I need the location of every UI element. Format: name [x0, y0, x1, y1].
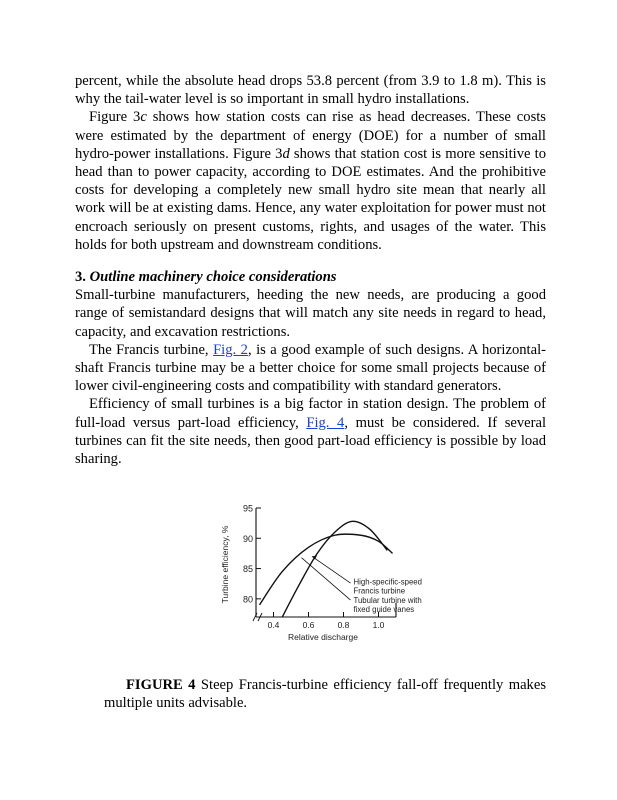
- y-tick-label: 90: [242, 533, 253, 544]
- chart-marks: [260, 521, 422, 617]
- y-axis-label: Turbine efficiency, %: [220, 525, 230, 604]
- section-number: 3.: [75, 269, 86, 286]
- section-title: Outline machinery choice considerations: [89, 269, 337, 286]
- figure-caption: [104, 676, 546, 712]
- y-tick-label: 80: [242, 594, 253, 605]
- x-tick-label: 0.6: [302, 620, 315, 630]
- fig-4-link[interactable]: Fig. 4: [306, 414, 345, 431]
- paragraph-tailwater: percent, while the absolute head drops 53.8 percent (from 3.9 to 1.8 m). This is why the tail-water level is so important in small hydro installations.: [75, 73, 546, 108]
- paragraph-station-costs: [75, 108, 546, 254]
- x-tick-label: 0.8: [337, 620, 350, 630]
- series-label-1-line1: High-specific-speed: [353, 577, 422, 587]
- text-run: Figure 3: [89, 109, 141, 126]
- series-label-2-line2: fixed guide vanes: [353, 605, 415, 615]
- series-leader-1: [312, 556, 351, 583]
- y-tick-label: 95: [242, 503, 253, 514]
- text-run: d: [282, 145, 290, 162]
- x-tick-label: 0.4: [267, 620, 280, 630]
- efficiency-chart: [216, 500, 422, 650]
- y-tick-label: 85: [242, 564, 253, 575]
- text-run: , is a good example of such designs. A horizontal-shaft Francis turbine may be a better choice for some small projects because of lower civil-engineering costs and compatibility with standard generators.: [75, 341, 546, 395]
- caption-text: Steep Francis-turbine efficiency fall-off frequently makes multiple units advisable.: [104, 677, 546, 712]
- text-run: Efficiency of small turbines is a big factor in station design. The problem of full-load versus part-load efficiency,: [75, 396, 546, 431]
- page-body: [75, 72, 546, 468]
- text-run: The Francis turbine,: [89, 341, 214, 358]
- text-run: c: [140, 109, 147, 126]
- series-label-1-line2: Francis turbine: [353, 586, 406, 596]
- text-run: shows that station cost is more sensitive to head than to power capacity, according to DOE estimates. And the prohibitive costs for developing a completely new small hydro site mean that nearly all work will be at existing dams. Hence, any water exploitation for power must not encroach seriously on present customs, rights, and usages of the water. This holds for both upstream and downstream conditions.: [75, 145, 546, 253]
- paragraph-manufacturers: Small-turbine manufacturers, heeding the new needs, are producing a good range of semistandard designs that will match any site needs in regard to head, capacity, and excavation restrictions.: [75, 287, 546, 340]
- section-heading: [75, 268, 546, 286]
- series-leader-2: [302, 558, 351, 600]
- series-label-2-line1: Tubular turbine with: [353, 596, 422, 606]
- x-axis-label: Relative discharge: [288, 632, 358, 642]
- text-run: shows how station costs can rise as head decreases. These costs were estimated by the department of energy (DOE) for a number of small hydro-power installations. Figure 3: [75, 109, 546, 162]
- fig-2-link[interactable]: Fig. 2: [213, 341, 248, 358]
- x-tick-label: 1.0: [372, 620, 385, 630]
- paragraph-efficiency: [75, 395, 546, 468]
- text-run: , must be considered. If several turbines can fit the site needs, then good part-load efficiency is possible by load sharing.: [75, 414, 547, 468]
- figure-4-chart: [216, 500, 422, 650]
- paragraph-francis: [75, 341, 546, 396]
- chart-axes: [220, 504, 396, 643]
- caption-label: FIGURE 4: [126, 677, 196, 693]
